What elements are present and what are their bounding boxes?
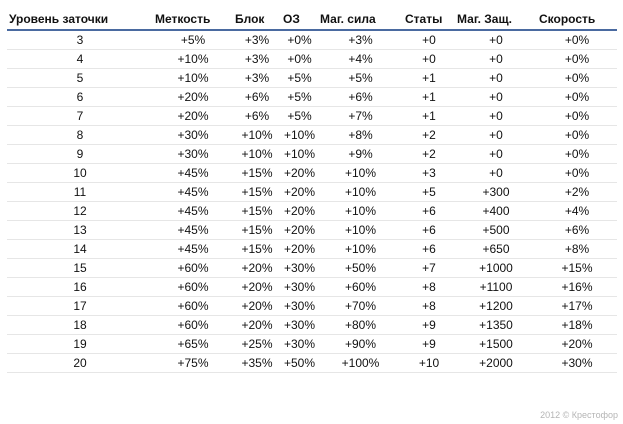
table-cell: +2 [403, 126, 455, 145]
table-cell: +20% [281, 164, 318, 183]
table-cell: +6 [403, 221, 455, 240]
table-cell: 9 [7, 145, 153, 164]
table-cell: +10% [233, 126, 281, 145]
table-cell: +3 [403, 164, 455, 183]
table-row [7, 278, 617, 297]
table-cell: +20% [281, 240, 318, 259]
table-cell: +4% [537, 202, 617, 221]
table-cell: +7% [318, 107, 403, 126]
table-cell: +1100 [455, 278, 537, 297]
table-cell: 7 [7, 107, 153, 126]
table-cell: +0 [455, 145, 537, 164]
table-cell: +60% [153, 259, 233, 278]
table-cell: +5 [403, 183, 455, 202]
table-cell: +1 [403, 88, 455, 107]
table-cell: +10 [403, 354, 455, 373]
table-cell: +3% [233, 30, 281, 50]
table-body [7, 30, 617, 373]
table-cell: +90% [318, 335, 403, 354]
table-cell: 15 [7, 259, 153, 278]
table-cell: +650 [455, 240, 537, 259]
table-row [7, 354, 617, 373]
table-cell: +6% [233, 107, 281, 126]
table-cell: +8 [403, 278, 455, 297]
table-cell: +10% [318, 183, 403, 202]
table-row [7, 297, 617, 316]
table-row [7, 145, 617, 164]
table-cell: 6 [7, 88, 153, 107]
column-header-6: Маг. Защ. [455, 8, 537, 30]
table-cell: +2000 [455, 354, 537, 373]
table-cell: +10% [281, 126, 318, 145]
table-cell: +10% [318, 240, 403, 259]
table-cell: 10 [7, 164, 153, 183]
table-cell: +0 [455, 164, 537, 183]
table-cell: +20% [281, 202, 318, 221]
table-row [7, 88, 617, 107]
table-cell: +9% [318, 145, 403, 164]
table-cell: +18% [537, 316, 617, 335]
table-cell: 14 [7, 240, 153, 259]
table-cell: +30% [281, 259, 318, 278]
table-cell: +8 [403, 297, 455, 316]
table-cell: +5% [281, 88, 318, 107]
table-cell: +20% [537, 335, 617, 354]
table-cell: +9 [403, 316, 455, 335]
table-cell: 20 [7, 354, 153, 373]
table-cell: 13 [7, 221, 153, 240]
table-cell: +20% [281, 183, 318, 202]
table-cell: +15% [233, 240, 281, 259]
table-cell: +0 [455, 107, 537, 126]
table-cell: +7 [403, 259, 455, 278]
enchant-level-table [7, 8, 617, 373]
column-header-3: ОЗ [281, 8, 318, 30]
table-cell: +1000 [455, 259, 537, 278]
table-cell: +6% [537, 221, 617, 240]
table-cell: +45% [153, 221, 233, 240]
table-cell: +10% [281, 145, 318, 164]
table-cell: +60% [153, 316, 233, 335]
table-cell: +0% [537, 107, 617, 126]
table-cell: +5% [281, 69, 318, 88]
table-cell: +75% [153, 354, 233, 373]
table-cell: +10% [318, 202, 403, 221]
table-cell: +30% [281, 335, 318, 354]
table-cell: +0% [537, 145, 617, 164]
table-cell: +1500 [455, 335, 537, 354]
table-cell: +60% [153, 297, 233, 316]
table-cell: +65% [153, 335, 233, 354]
table-cell: +6% [318, 88, 403, 107]
table-cell: +25% [233, 335, 281, 354]
table-cell: +0 [455, 126, 537, 145]
table-row [7, 202, 617, 221]
table-cell: +0% [537, 50, 617, 69]
table-row [7, 50, 617, 69]
table-cell: +10% [153, 50, 233, 69]
table-row [7, 164, 617, 183]
table-row [7, 221, 617, 240]
table-row [7, 316, 617, 335]
table-cell: 11 [7, 183, 153, 202]
table-cell: +10% [233, 145, 281, 164]
column-header-5: Статы [403, 8, 455, 30]
table-cell: +0 [455, 30, 537, 50]
table-cell: +3% [233, 50, 281, 69]
table-cell: 16 [7, 278, 153, 297]
table-cell: 18 [7, 316, 153, 335]
table-cell: +0% [537, 164, 617, 183]
table-row [7, 335, 617, 354]
table-cell: +15% [233, 164, 281, 183]
table-cell: +5% [281, 107, 318, 126]
table-cell: 3 [7, 30, 153, 50]
table-cell: +6 [403, 240, 455, 259]
table-cell: +0% [537, 88, 617, 107]
table-cell: +30% [281, 297, 318, 316]
table-cell: 12 [7, 202, 153, 221]
column-header-7: Скорость [537, 8, 617, 30]
table-row [7, 183, 617, 202]
table-cell: +9 [403, 335, 455, 354]
table-cell: +3% [233, 69, 281, 88]
table-row [7, 69, 617, 88]
table-row [7, 126, 617, 145]
table-cell: +30% [281, 316, 318, 335]
table-cell: +30% [537, 354, 617, 373]
table-cell: +2% [537, 183, 617, 202]
table-cell: +20% [233, 278, 281, 297]
table-cell: +4% [318, 50, 403, 69]
table-cell: +20% [233, 259, 281, 278]
table-cell: +0 [403, 50, 455, 69]
table-cell: +10% [318, 221, 403, 240]
table-cell: +45% [153, 202, 233, 221]
table-cell: +8% [537, 240, 617, 259]
table-cell: +0 [455, 88, 537, 107]
table-cell: +10% [153, 69, 233, 88]
table-cell: +1 [403, 69, 455, 88]
column-header-4: Маг. сила [318, 8, 403, 30]
table-cell: +0 [455, 50, 537, 69]
table-cell: +60% [318, 278, 403, 297]
table-cell: +15% [233, 221, 281, 240]
enchant-table-container [7, 8, 617, 373]
table-cell: +400 [455, 202, 537, 221]
table-cell: +16% [537, 278, 617, 297]
table-cell: +45% [153, 240, 233, 259]
table-cell: +30% [281, 278, 318, 297]
table-cell: +15% [537, 259, 617, 278]
column-header-2: Блок [233, 8, 281, 30]
table-cell: +100% [318, 354, 403, 373]
table-cell: +60% [153, 278, 233, 297]
table-cell: +20% [153, 88, 233, 107]
table-cell: +0 [455, 69, 537, 88]
table-cell: +5% [318, 69, 403, 88]
table-cell: +2 [403, 145, 455, 164]
table-row [7, 240, 617, 259]
table-cell: +3% [318, 30, 403, 50]
table-cell: 17 [7, 297, 153, 316]
table-cell: +30% [153, 145, 233, 164]
table-cell: +5% [153, 30, 233, 50]
table-cell: +35% [233, 354, 281, 373]
table-cell: +15% [233, 202, 281, 221]
table-cell: +6 [403, 202, 455, 221]
table-cell: +45% [153, 164, 233, 183]
copyright-watermark: 2012 © Крестофор [540, 410, 618, 420]
table-cell: +0% [281, 50, 318, 69]
table-cell: +1 [403, 107, 455, 126]
table-cell: +20% [233, 297, 281, 316]
column-header-1: Меткость [153, 8, 233, 30]
table-cell: +6% [233, 88, 281, 107]
table-row [7, 107, 617, 126]
table-cell: 19 [7, 335, 153, 354]
table-cell: +10% [318, 164, 403, 183]
table-cell: 5 [7, 69, 153, 88]
table-cell: +30% [153, 126, 233, 145]
table-cell: +500 [455, 221, 537, 240]
table-cell: +0% [281, 30, 318, 50]
table-row [7, 30, 617, 50]
column-header-0: Уровень заточки [7, 8, 153, 30]
table-cell: +80% [318, 316, 403, 335]
header-row [7, 8, 617, 30]
table-cell: +1350 [455, 316, 537, 335]
table-cell: +1200 [455, 297, 537, 316]
table-cell: +17% [537, 297, 617, 316]
table-cell: +15% [233, 183, 281, 202]
table-cell: +45% [153, 183, 233, 202]
table-cell: +300 [455, 183, 537, 202]
table-cell: +0% [537, 126, 617, 145]
table-header [7, 8, 617, 30]
table-row [7, 259, 617, 278]
table-cell: +20% [153, 107, 233, 126]
table-cell: +50% [318, 259, 403, 278]
table-cell: +0% [537, 30, 617, 50]
table-cell: +0 [403, 30, 455, 50]
table-cell: +50% [281, 354, 318, 373]
table-cell: +8% [318, 126, 403, 145]
table-cell: +0% [537, 69, 617, 88]
table-cell: 8 [7, 126, 153, 145]
table-cell: 4 [7, 50, 153, 69]
table-cell: +20% [281, 221, 318, 240]
table-cell: +70% [318, 297, 403, 316]
table-cell: +20% [233, 316, 281, 335]
